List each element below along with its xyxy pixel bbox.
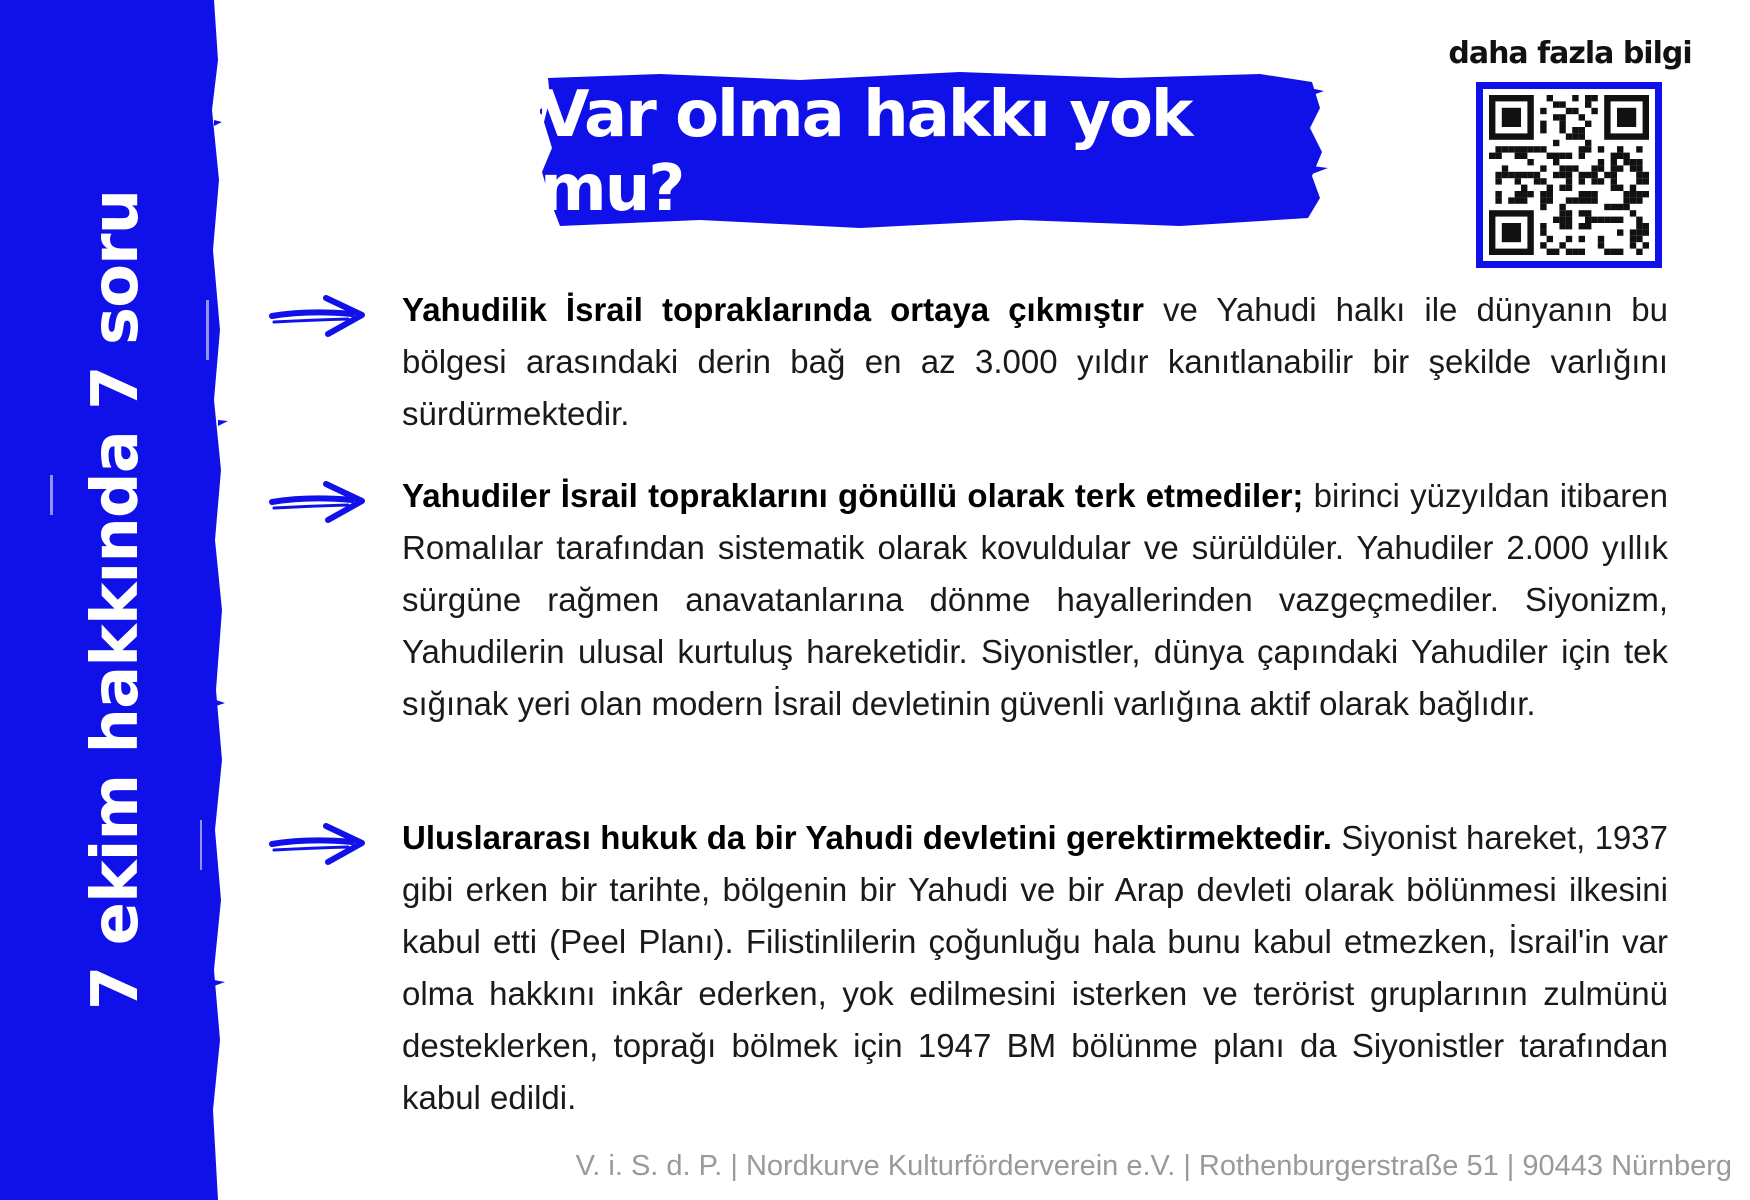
- arrow-icon: [268, 820, 368, 866]
- point-2-text: [402, 470, 1668, 730]
- point-3: [268, 812, 1668, 1124]
- qr-code[interactable]: [1476, 82, 1662, 268]
- sidebar-title: 7 ekim hakkında 7 soru: [79, 189, 153, 1011]
- point-2-bold: Yahudiler İsrail topraklarını gönüllü olarak terk etmediler;: [402, 477, 1304, 514]
- qr-label: daha fazla bilgi: [1448, 36, 1692, 71]
- point-2: [268, 470, 1668, 730]
- point-2-body: birinci yüzyıldan itibaren Romalılar tarafından sistematik olarak kovuldular ve sürüldüler. Yahudiler 2.000 yıllık sürgüne rağmen anavatanlarına dönme hayallerinden vazgeçmediler. Siyonizm, Yahudilerin ulusal kurtuluş hareketidir. Siyonistler, dünya çapındaki Yahudiler için tek sığınak yeri olan modern İsrail devletinin güvenli varlığına aktif olarak bağlıdır.: [402, 477, 1669, 722]
- point-1-text: [402, 284, 1668, 440]
- footer-imprint: V. i. S. d. P. | Nordkurve Kulturförderverein e.V. | Rothenburgerstraße 51 | 90443 Nürnberg: [575, 1150, 1732, 1182]
- point-3-bold: Uluslararası hukuk da bir Yahudi devletini gerektirmektedir.: [402, 819, 1332, 856]
- sidebar-brush-band: [0, 0, 232, 1200]
- point-3-body: Siyonist hareket, 1937 gibi erken bir tarihte, bölgenin bir Yahudi ve bir Arap devleti olarak bölünmesi ilkesini kabul etti (Peel Planı). Filistinlilerin çoğunluğu hala bunu kabul etmezken, İsrail'in var olma hakkını inkâr ederken, yok edilmesini isterken ve terörist gruplarının zulmünü desteklerken, toprağı bölmek için 1947 BM bölünme planı da Siyonistler tarafından kabul edildi.: [402, 819, 1668, 1116]
- arrow-icon: [268, 478, 368, 524]
- arrow-icon: [268, 292, 368, 338]
- page-title: Var olma hakkı yok mu?: [540, 78, 1192, 226]
- point-1-body: ve Yahudi halkı ile dünyanın bu bölgesi arasındaki derin bağ en az 3.000 yıldır kanıtlanabilir bir şekilde varlığını sürdürmektedir.: [402, 291, 1668, 432]
- point-1-bold: Yahudilik İsrail topraklarında ortaya çıkmıştır: [402, 291, 1144, 328]
- title-banner: [540, 68, 1330, 236]
- point-1: [268, 284, 1668, 440]
- point-3-text: [402, 812, 1668, 1124]
